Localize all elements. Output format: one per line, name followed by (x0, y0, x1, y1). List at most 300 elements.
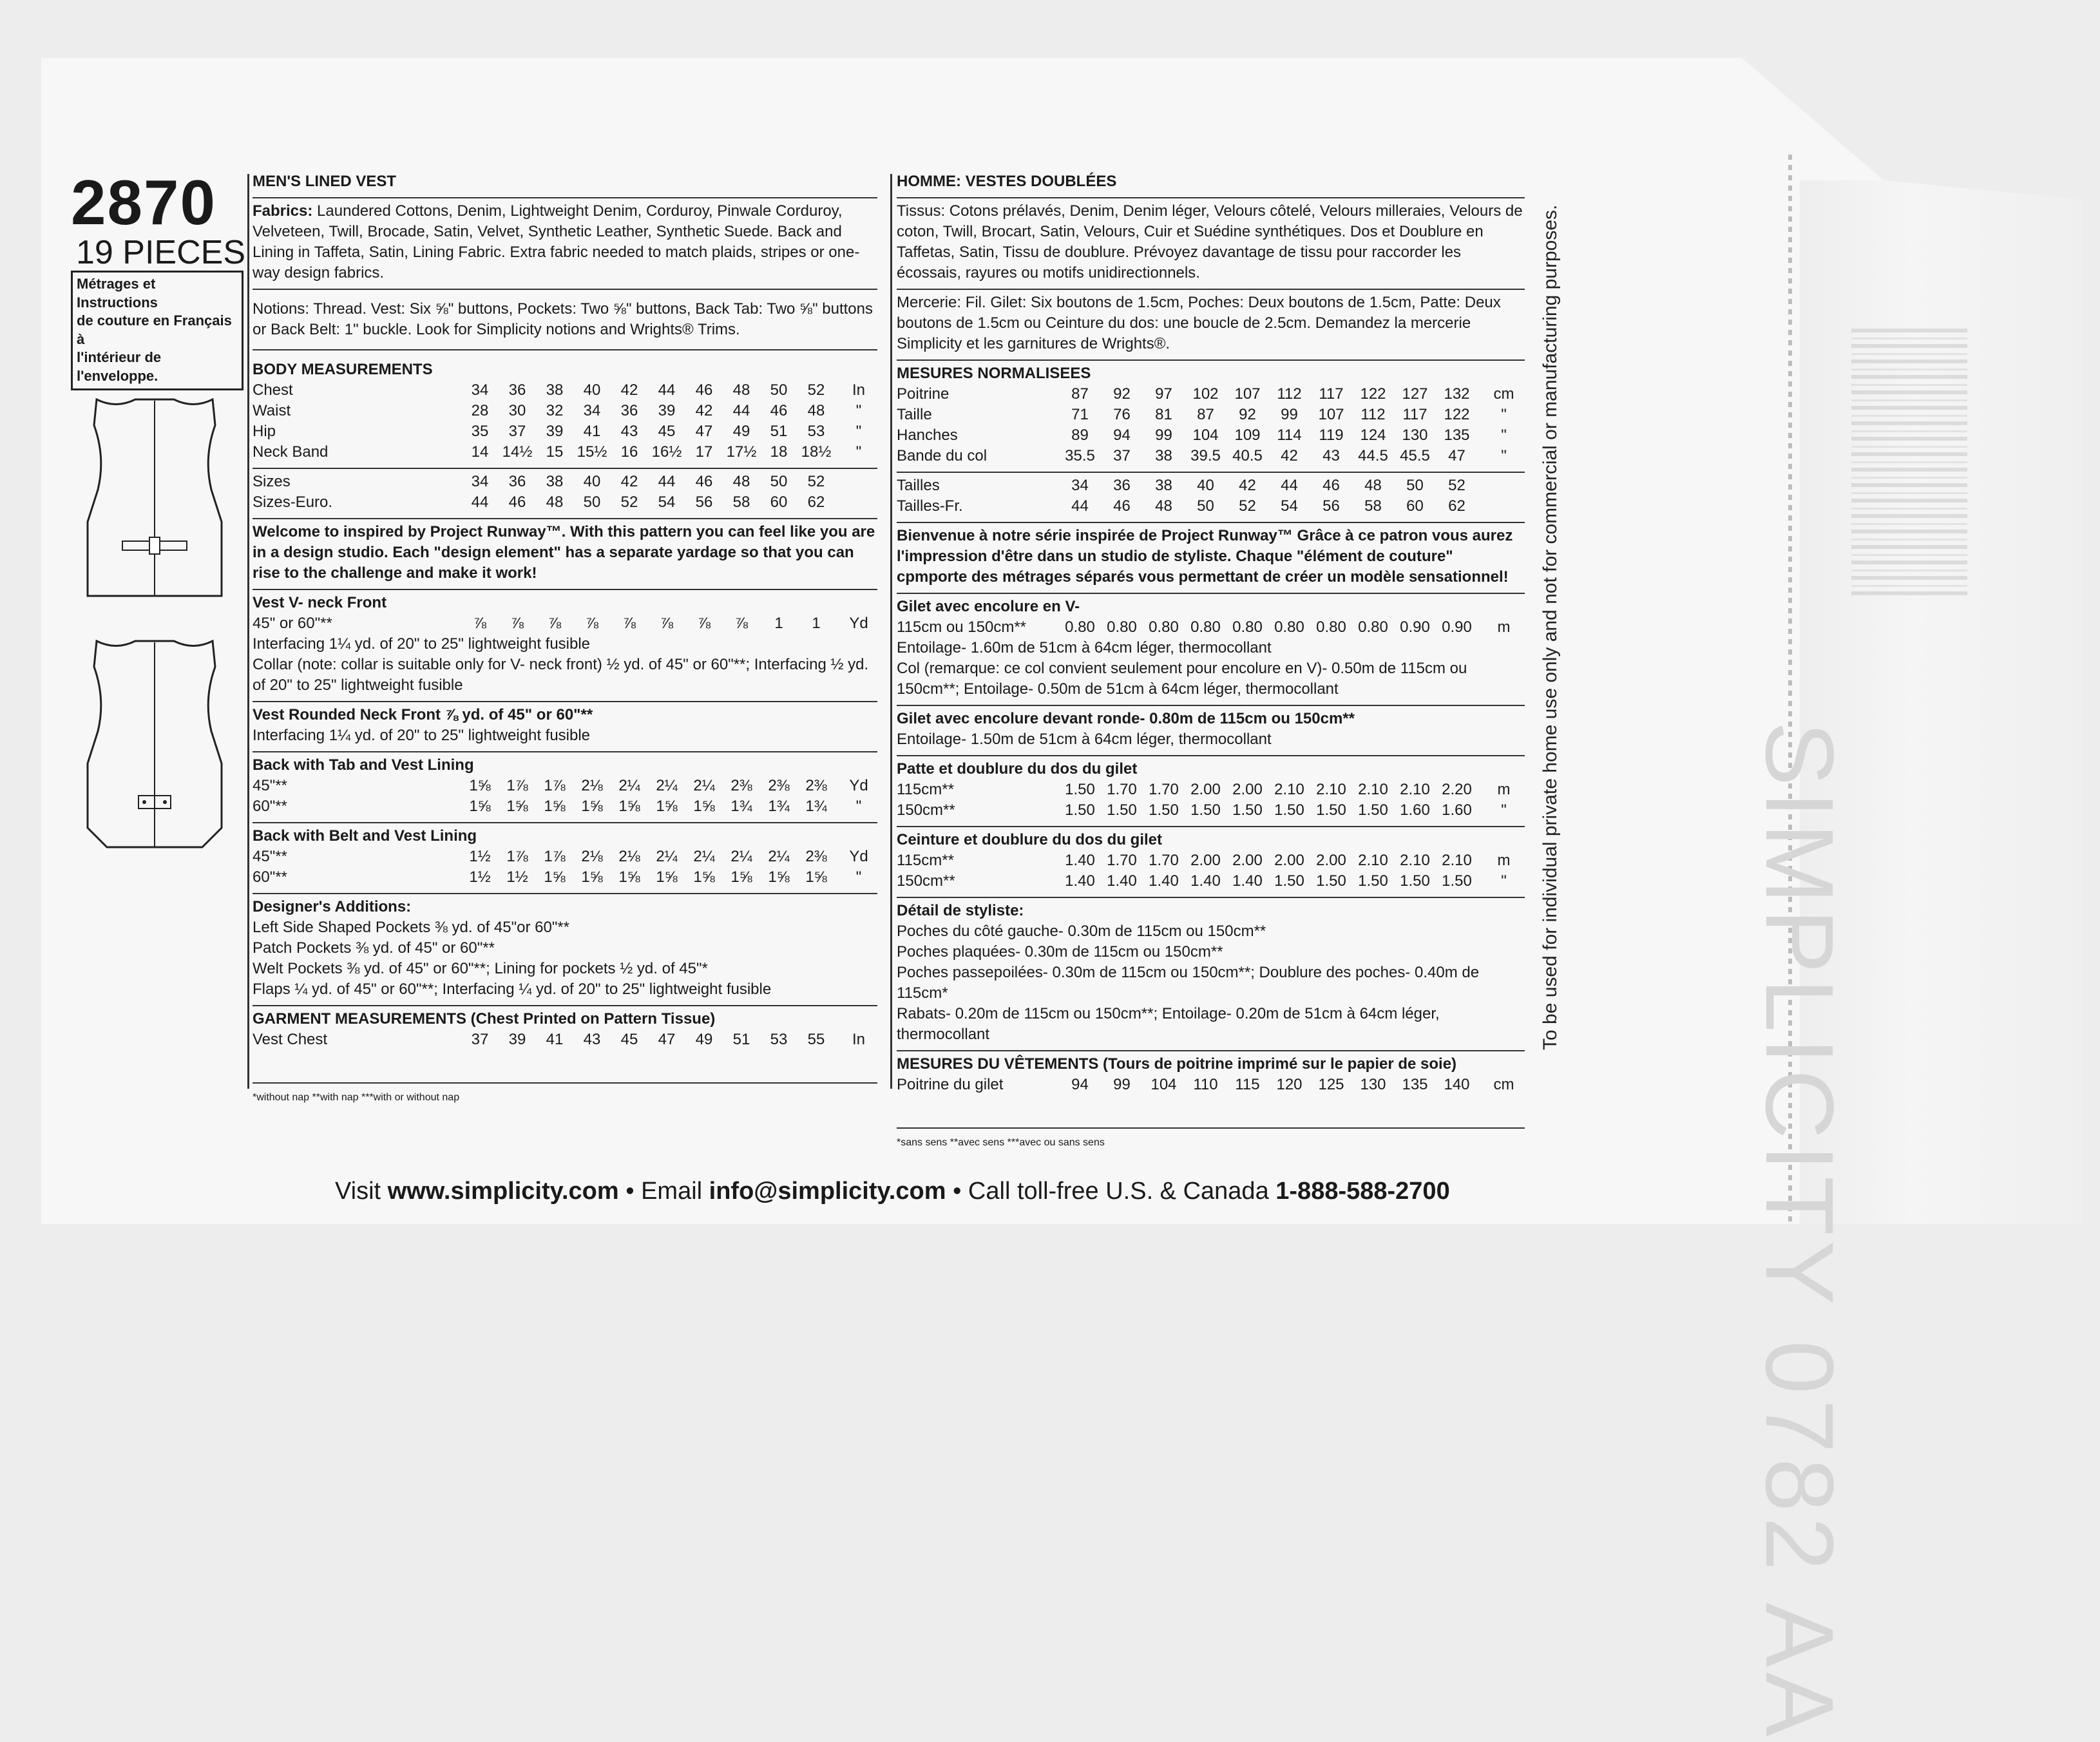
cell-value: 44 (658, 473, 676, 490)
cell-value: 0.80 (1358, 618, 1388, 636)
measurement-row (253, 613, 877, 634)
cell-value: 76 (1113, 406, 1131, 423)
usage-disclaimer: To be used for individual private home use only and not for commercial or manufacturing purposes. (1540, 204, 1561, 1050)
measurement-row (897, 446, 1525, 466)
cell-value: 89 (1071, 426, 1089, 444)
addition-line: Patch Pockets ⅜ yd. of 45" or 60"** (253, 939, 495, 957)
cell-value: 1.50 (1065, 781, 1095, 798)
french-instructions-note (71, 271, 243, 390)
cell-value: 34 (471, 473, 489, 490)
cell-value: 36 (508, 381, 526, 399)
french-column (897, 169, 1525, 1153)
row-unit (1478, 475, 1525, 496)
row-unit (1478, 496, 1525, 517)
cell-value: 56 (1322, 497, 1340, 515)
cell-value: 117 (1402, 406, 1427, 423)
measurement-row (897, 384, 1525, 405)
column-rule-middle (890, 174, 892, 1089)
row-label: Bande du col (897, 447, 988, 464)
cell-value: 1.50 (1107, 801, 1137, 819)
addition-line: Flaps ¼ yd. of 45" or 60"**; Interfacing ¼ yd. of 20" to 25" lightweight fusible (253, 981, 772, 998)
cell-value: 102 (1192, 385, 1219, 403)
cell-value: 1⅝ (544, 868, 566, 886)
measurement-row (253, 472, 877, 492)
cell-value: 1⅝ (656, 868, 678, 886)
tissus-text: Tissus: Cotons prélavés, Denim, Denim léger, Velours côtelé, Velours milleraies, Velours de coton, Twill, Brocart, Satin, Velours, Cuir et Suédine synthétiques. Dos et Doublure en Taffetas, Satin, Tissu de doublure. Prévoyez davantage de tissu pour raccorder les écossais, rayures ou motifs unidirectionnels. (897, 202, 1523, 282)
cell-value: 2¼ (693, 777, 715, 794)
row-label: Taille (897, 406, 932, 423)
row-unit: " (855, 798, 862, 815)
cell-value: 38 (1155, 447, 1172, 464)
cell-value: 0.90 (1442, 618, 1472, 636)
cell-value: 51 (770, 423, 788, 440)
cell-value: 38 (1155, 477, 1172, 494)
cell-value: 0.80 (1065, 618, 1095, 636)
cell-value: 55 (807, 1031, 825, 1048)
cell-value: 117 (1319, 385, 1344, 403)
cell-value: 122 (1360, 385, 1386, 403)
cell-value: 48 (1155, 497, 1172, 515)
row-unit: " (855, 402, 862, 419)
cell-value: 46 (508, 493, 526, 511)
cell-value: 130 (1402, 426, 1428, 444)
cell-value: 40 (1197, 477, 1214, 494)
cell-value: 44 (658, 381, 676, 399)
cell-value: 38 (546, 473, 564, 490)
body-measurements-table (253, 380, 877, 463)
cell-value: 1⅝ (506, 798, 528, 815)
row-label: 115cm ou 150cm** (897, 618, 1026, 636)
english-column (253, 169, 877, 1108)
detail-line: Rabats- 0.20m de 115cm ou 150cm**; Entoilage- 0.20m de 51cm à 64cm léger, thermocollant (897, 1005, 1440, 1043)
cell-value: 50 (1197, 497, 1214, 515)
cell-value: 30 (508, 402, 526, 419)
cell-value: 125 (1318, 1076, 1344, 1093)
cell-value: 53 (770, 1031, 788, 1048)
vest-back-tab-sketch (77, 635, 232, 857)
row-label: 115cm** (897, 781, 954, 798)
cell-value: 2.00 (1190, 852, 1221, 869)
cell-value: 36 (1113, 477, 1131, 494)
cell-value: 2⅜ (805, 777, 827, 794)
cell-value: 1⅝ (618, 798, 640, 815)
row-label: Poitrine (897, 385, 950, 403)
french-garment-title: HOMME: VESTES DOUBLÉES (897, 173, 1117, 190)
cell-value: 107 (1318, 406, 1344, 423)
cell-value: 16½ (651, 443, 682, 461)
footer-email-label: • Email (618, 1178, 709, 1205)
measurement-row (253, 421, 877, 442)
row-label: Chest (253, 381, 293, 399)
cell-value: 109 (1234, 426, 1261, 444)
rounded-neck-title: Vest Rounded Neck Front ⅞ yd. of 45" or 60"** (253, 706, 593, 723)
row-unit: In (852, 381, 865, 399)
row-unit: " (1501, 406, 1507, 423)
cell-value: 1.70 (1149, 852, 1179, 869)
patte-title: Patte et doublure du dos du gilet (897, 760, 1138, 778)
cell-value: ⅞ (697, 615, 711, 632)
cell-value: 1.50 (1358, 872, 1388, 890)
cell-value: 2¼ (656, 777, 678, 794)
cell-value: 2¼ (730, 848, 752, 865)
cell-value: 14 (471, 443, 489, 461)
cell-value: 2¼ (656, 848, 678, 865)
cell-value: 16 (620, 443, 638, 461)
cell-value: 122 (1444, 406, 1470, 423)
cell-value: 1⅞ (506, 848, 528, 865)
cell-value: 1⅝ (469, 777, 491, 794)
cell-value: 1.40 (1107, 872, 1137, 890)
back-tab-table (253, 776, 877, 817)
cell-value: 53 (807, 423, 825, 440)
cell-value: 1⅝ (469, 798, 491, 815)
cell-value: 1¾ (730, 798, 752, 815)
gilet-v-row (897, 617, 1525, 638)
cell-value: 2⅛ (618, 848, 640, 865)
welcome-text: Welcome to inspired by Project Runway™. With this pattern you can feel like you are in a design studio. Each "design element" has a separate yardage so that you can rise to the challenge and make it work! (253, 523, 875, 582)
cell-value: 1.40 (1065, 852, 1095, 869)
cell-value: 71 (1071, 406, 1089, 423)
cell-value: 94 (1113, 426, 1131, 444)
measurement-row (253, 492, 877, 513)
pattern-number: 2870 (71, 167, 217, 238)
footer-call-label: • Call toll-free U.S. & Canada (946, 1178, 1276, 1205)
cell-value: 1.50 (1232, 801, 1263, 819)
cell-value: 47 (1448, 447, 1465, 464)
cell-value: 15½ (577, 443, 607, 461)
cell-value: 44 (471, 493, 489, 511)
cell-value: 1.40 (1232, 872, 1263, 890)
cell-value: 1⅝ (544, 798, 566, 815)
row-label: 60"** (253, 868, 287, 886)
row-label: Sizes (253, 473, 291, 490)
cell-value: 1.50 (1190, 801, 1221, 819)
cell-value: 35 (471, 423, 489, 440)
cell-value: 46 (1113, 497, 1131, 515)
cell-value: 52 (1239, 497, 1256, 515)
cell-value: 2.10 (1358, 781, 1388, 798)
cell-value: 62 (1448, 497, 1465, 515)
cell-value: 1.50 (1358, 801, 1388, 819)
cell-value: 1⅝ (581, 798, 603, 815)
patte-table (897, 780, 1525, 821)
measurement-row (253, 867, 877, 888)
cell-value: 119 (1319, 426, 1344, 444)
cell-value: 2.10 (1316, 781, 1346, 798)
cell-value: 2.10 (1400, 781, 1430, 798)
cell-value: 34 (1071, 477, 1089, 494)
cell-value: ⅞ (660, 615, 673, 632)
cell-value: 1⅝ (618, 868, 640, 886)
cell-value: 42 (620, 473, 638, 490)
cell-value: 48 (732, 473, 750, 490)
cell-value: 135 (1444, 426, 1470, 444)
measurement-row (897, 405, 1525, 425)
row-unit: cm (1493, 385, 1514, 403)
measurement-row (253, 1029, 877, 1050)
cell-value: 42 (695, 402, 713, 419)
row-label: Hip (253, 423, 276, 440)
row-unit: m (1497, 781, 1511, 798)
cell-value: 58 (732, 493, 750, 511)
cell-value: 1.50 (1316, 801, 1346, 819)
row-unit: m (1497, 618, 1511, 636)
cell-value: 52 (807, 381, 825, 399)
mesures-table (897, 384, 1525, 466)
row-label: 45" or 60"** (253, 615, 332, 632)
cell-value: 14½ (502, 443, 533, 461)
cell-value: 0.90 (1400, 618, 1430, 636)
gilet-v-col: Col (remarque: ce col convient seulement pour encolure en V)- 0.50m de 115cm ou 150cm**; Entoilage- 0.50m de 51cm à 64cm léger, thermocollant (897, 660, 1467, 698)
row-unit: Yd (849, 615, 868, 632)
cell-value: 50 (583, 493, 601, 511)
cell-value: 2¼ (618, 777, 640, 794)
garment-measurements-row (253, 1029, 877, 1050)
cell-value: 58 (1364, 497, 1382, 515)
cell-value: 1.50 (1149, 801, 1179, 819)
cell-value: 42 (1239, 477, 1256, 494)
barcode-ghost (1851, 329, 1967, 599)
cell-value: 17 (695, 443, 713, 461)
cell-value: 1⅝ (730, 868, 752, 886)
gilet-rond-title: Gilet avec encolure devant ronde- 0.80m de 115cm ou 150cm** (897, 710, 1355, 727)
cell-value: ⅞ (734, 615, 748, 632)
row-unit: " (1501, 872, 1507, 890)
cell-value: 38 (546, 381, 564, 399)
sens-footnote: *sans sens **avec sens ***avec ou sans sens (897, 1137, 1105, 1148)
cell-value: 47 (695, 423, 713, 440)
row-unit: Yd (849, 848, 868, 865)
addition-line: Welt Pockets ⅜ yd. of 45" or 60"**; Lining for pockets ½ yd. of 45"* (253, 960, 708, 977)
footer-visit-label: Visit (335, 1178, 388, 1205)
garment-measurements-title: GARMENT MEASUREMENTS (Chest Printed on Pattern Tissue) (253, 1010, 716, 1028)
cell-value: 46 (695, 473, 713, 490)
cell-value: 1⅝ (768, 868, 790, 886)
cell-value: 112 (1277, 385, 1302, 403)
cell-value: 97 (1155, 385, 1172, 403)
cell-value: 1.70 (1107, 852, 1137, 869)
cell-value: 1½ (506, 868, 528, 886)
back-tab-title: Back with Tab and Vest Lining (253, 756, 474, 774)
addition-line: Left Side Shaped Pockets ⅜ yd. of 45"or 60"** (253, 919, 570, 936)
vneck-front-row (253, 613, 877, 634)
gilet-rond-entoilage: Entoilage- 1.50m de 51cm à 64cm léger, thermocollant (897, 731, 1272, 748)
cell-value: 2.00 (1274, 852, 1304, 869)
cell-value: 46 (695, 381, 713, 399)
french-note-line: de couture en Français à (77, 312, 232, 347)
cell-value: 1 (812, 615, 821, 632)
back-belt-table (253, 847, 877, 888)
cell-value: 94 (1071, 1076, 1089, 1093)
cell-value: ⅞ (585, 615, 598, 632)
cell-value: 2.20 (1442, 781, 1472, 798)
website-link[interactable]: www.simplicity.com (387, 1178, 619, 1205)
measurement-row (897, 1075, 1525, 1095)
contact-footer (335, 1178, 1450, 1205)
cell-value: 42 (620, 381, 638, 399)
ceinture-table (897, 850, 1525, 892)
cell-value: 1⅝ (805, 868, 827, 886)
mesures-vetement-title: MESURES DU VÊTEMENTS (Tours de poitrine imprimé sur le papier de soie) (897, 1055, 1457, 1073)
detail-line: Poches du côté gauche- 0.30m de 115cm ou 150cm** (897, 923, 1266, 940)
mesures-vetement-row (897, 1075, 1525, 1095)
row-unit: " (855, 868, 862, 886)
cell-value: 104 (1150, 1076, 1177, 1093)
cell-value: 36 (508, 473, 526, 490)
row-label: Hanches (897, 426, 958, 444)
cell-value: 112 (1360, 406, 1386, 423)
cell-value: 1⅝ (693, 868, 715, 886)
cell-value: 2.10 (1442, 852, 1472, 869)
row-label: Tailles (897, 477, 940, 494)
cell-value: 37 (508, 423, 526, 440)
detail-line: Poches plaquées- 0.30m de 115cm ou 150cm** (897, 943, 1223, 961)
cell-value: 34 (583, 402, 601, 419)
cell-value: 46 (1322, 477, 1340, 494)
measurement-row (897, 425, 1525, 446)
cell-value: 104 (1192, 426, 1219, 444)
measurement-row (897, 496, 1525, 517)
row-label: Poitrine du gilet (897, 1076, 1004, 1093)
cell-value: ⅞ (510, 615, 524, 632)
cell-value: 81 (1155, 406, 1172, 423)
row-unit (835, 472, 877, 492)
cell-value: 2.00 (1232, 781, 1263, 798)
cell-value: ⅞ (548, 615, 561, 632)
cell-value: 1.50 (1442, 872, 1472, 890)
cell-value: 62 (807, 493, 825, 511)
cell-value: 1⅞ (506, 777, 528, 794)
rounded-neck-interfacing: Interfacing 1¼ yd. of 20" to 25" lightweight fusible (253, 727, 591, 744)
row-unit: m (1497, 852, 1511, 869)
cell-value: 1½ (469, 868, 491, 886)
measurement-row (253, 380, 877, 401)
cell-value: 1.40 (1149, 872, 1179, 890)
cell-value: 44 (1281, 477, 1298, 494)
cell-value: 2.00 (1316, 852, 1346, 869)
bienvenue-text: Bienvenue à notre série inspirée de Project Runway™ Grâce à ce patron vous aurez l'impression d'être dans un studio de styliste. Chaque "élément de couture" cpmporte des métrages séparés vous permettant de créer un modèle sensationnel! (897, 527, 1513, 586)
cell-value: 50 (770, 473, 788, 490)
cell-value: 99 (1155, 426, 1172, 444)
cell-value: 0.80 (1316, 618, 1346, 636)
cell-value: 56 (695, 493, 713, 511)
measurement-row (897, 475, 1525, 496)
measurement-row (897, 871, 1525, 892)
cell-value: 44 (732, 402, 750, 419)
measurement-row (897, 780, 1525, 800)
email-link[interactable]: info@simplicity.com (709, 1178, 946, 1205)
row-unit: " (1501, 801, 1507, 819)
cell-value: 48 (1364, 477, 1382, 494)
row-unit: In (852, 1031, 865, 1048)
cell-value: 45.5 (1400, 447, 1430, 464)
row-label: Waist (253, 402, 291, 419)
cell-value: 49 (695, 1031, 713, 1048)
detail-styliste-title: Détail de styliste: (897, 902, 1024, 919)
row-unit: cm (1493, 1076, 1514, 1093)
cell-value: 43 (583, 1031, 601, 1048)
cell-value: 37 (1113, 447, 1131, 464)
cell-value: 0.80 (1190, 618, 1221, 636)
measurement-row (253, 847, 877, 867)
vest-back-belt-sketch (77, 393, 232, 606)
cell-value: 0.80 (1107, 618, 1137, 636)
cell-value: 120 (1276, 1076, 1303, 1093)
cell-value: 34 (471, 381, 489, 399)
notions-text: Notions: Thread. Vest: Six ⅝" buttons, Pockets: Two ⅝" buttons, Back Tab: Two ⅝" buttons or Back Belt: 1" buckle. Look for Simplicity notions and Wrights® Trims. (253, 300, 873, 338)
cell-value: 36 (620, 402, 638, 419)
vneck-interfacing: Interfacing 1¼ yd. of 20" to 25" lightweight fusible (253, 635, 591, 653)
row-label: 45"** (253, 777, 287, 794)
cell-value: 132 (1444, 385, 1470, 403)
cell-value: 60 (770, 493, 788, 511)
cell-value: 41 (546, 1031, 564, 1048)
cell-value: 2⅛ (581, 848, 603, 865)
mesures-title: MESURES NORMALISEES (897, 365, 1091, 382)
sizes-table (253, 472, 877, 513)
cell-value: 127 (1402, 385, 1428, 403)
tailles-table (897, 475, 1525, 517)
mercerie-text: Mercerie: Fil. Gilet: Six boutons de 1.5cm, Poches: Deux boutons de 1.5cm, Patte: Deux boutons de 1.5cm ou Ceinture du dos: une boucle de 2.5cm. Demandez la mercerie Simplicity et les garnitures de Wrights®. (897, 294, 1501, 352)
cell-value: 0.80 (1149, 618, 1179, 636)
cell-value: 54 (1281, 497, 1298, 515)
cell-value: ⅞ (622, 615, 636, 632)
cell-value: 35.5 (1065, 447, 1095, 464)
cell-value: 99 (1281, 406, 1298, 423)
cell-value: 40.5 (1232, 447, 1263, 464)
garment-title: MEN'S LINED VEST (253, 173, 397, 190)
cell-value: 40 (583, 381, 601, 399)
row-unit: " (855, 443, 862, 461)
cell-value: 45 (658, 423, 676, 440)
cell-value: 1.50 (1274, 872, 1304, 890)
row-label: 45"** (253, 848, 287, 865)
cell-value: 51 (732, 1031, 750, 1048)
cell-value: 2.00 (1232, 852, 1263, 869)
cell-value: 1 (774, 615, 783, 632)
measurement-row (253, 796, 877, 817)
body-measurements-title: BODY MEASUREMENTS (253, 361, 433, 378)
cell-value: 1⅞ (544, 848, 566, 865)
row-unit (835, 492, 877, 513)
row-unit: Yd (849, 777, 868, 794)
cell-value: 1.70 (1149, 781, 1179, 798)
cell-value: 99 (1113, 1076, 1131, 1093)
back-belt-title: Back with Belt and Vest Lining (253, 827, 477, 845)
cell-value: 0.80 (1274, 618, 1304, 636)
cell-value: 39.5 (1190, 447, 1221, 464)
row-label: Tailles-Fr. (897, 497, 963, 515)
cell-value: 87 (1197, 406, 1214, 423)
cell-value: 44 (1071, 497, 1089, 515)
cell-value: 1⅝ (656, 798, 678, 815)
cell-value: 135 (1402, 1076, 1428, 1093)
cell-value: 1⅞ (544, 777, 566, 794)
cell-value: 28 (471, 402, 489, 419)
cell-value: 92 (1239, 406, 1256, 423)
french-note-line: l'intérieur de (77, 349, 162, 366)
cell-value: 32 (546, 402, 564, 419)
cell-value: 87 (1071, 385, 1089, 403)
phone-number[interactable]: 1-888-588-2700 (1275, 1178, 1450, 1205)
column-rule-left (247, 174, 249, 1089)
cell-value: 42 (1281, 447, 1298, 464)
french-note-line: Métrages et Instructions (77, 276, 158, 311)
cell-value: 39 (546, 423, 564, 440)
cell-value: 49 (732, 423, 750, 440)
fabrics-text: Laundered Cottons, Denim, Lightweight Denim, Corduroy, Pinwale Corduroy, Velveteen, Twill, Brocade, Satin, Velvet, Synthetic Leather, Synthetic Suede. Back and Lining in Taffeta, Satin, Lining Fabric. Extra fabric needed to match plaids, stripes or one-way design fabrics. (253, 202, 860, 282)
show-through-text: SIMPLICITY 0782 AA (1746, 722, 1854, 1742)
